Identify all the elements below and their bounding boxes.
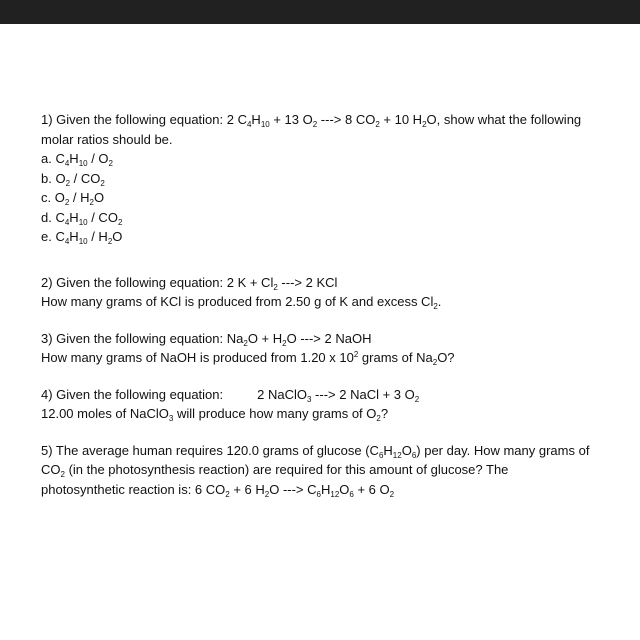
text-run: ---> 2 KCl — [277, 274, 338, 290]
subscript: 2 — [376, 414, 381, 423]
subscript: 2 — [108, 159, 113, 168]
question-line — [41, 292, 621, 312]
subscript: 2 — [375, 120, 380, 129]
worksheet-document — [41, 110, 621, 499]
subscript: 2 — [60, 470, 65, 479]
subscript: 6 — [349, 489, 354, 499]
text-run: . — [437, 294, 442, 309]
text-run: O? — [437, 350, 455, 365]
text-run: / CO — [87, 209, 118, 225]
text-run: e. C — [41, 229, 65, 244]
question-line — [41, 273, 621, 293]
subscript: 12 — [392, 450, 402, 460]
question-4 — [41, 385, 621, 424]
question-1 — [41, 110, 621, 247]
text-run: c. O — [41, 190, 65, 205]
text-run: b. O — [41, 170, 66, 186]
text-run: d. C — [41, 209, 65, 225]
text-run: O — [93, 190, 105, 205]
text-run: O, show what the following — [426, 112, 582, 127]
text-run: ) per day. How many grams of — [416, 442, 590, 458]
question-line — [41, 110, 621, 130]
question-line — [41, 404, 621, 424]
text-run: ---> 2 NaCl + 3 O — [311, 386, 415, 402]
subscript: 2 — [225, 489, 230, 499]
text-run: O — [339, 481, 350, 497]
text-run: / CO — [70, 170, 101, 186]
subscript: 4 — [246, 120, 252, 129]
subscript: 10 — [78, 217, 88, 227]
text-run: photosynthetic reaction is: 6 CO — [41, 481, 226, 497]
subscript: 2 — [312, 120, 318, 129]
text-run: + 13 O — [269, 112, 313, 127]
subscript: 10 — [78, 237, 88, 246]
spacer — [41, 312, 621, 329]
text-run: molar ratios should be. — [41, 131, 173, 147]
ratio-item — [41, 169, 621, 189]
subscript: 10 — [78, 159, 88, 168]
question-2 — [41, 273, 621, 312]
text-run: + 6 H — [229, 481, 265, 497]
question-line — [41, 480, 621, 500]
subscript: 2 — [89, 198, 94, 207]
text-run: (in the photosynthesis reaction) are required for this amount of glucose? The — [64, 462, 509, 477]
text-run: / O — [87, 151, 109, 166]
text-run: / H — [69, 190, 90, 205]
spacer — [41, 368, 621, 385]
ratio-item — [41, 149, 621, 169]
subscript: 3 — [306, 394, 312, 404]
text-run: + 10 H — [379, 112, 423, 127]
subscript: 4 — [64, 217, 70, 227]
text-run: How many grams of KCl is produced from 2.50 g of K and excess Cl — [41, 294, 434, 309]
text-run: H — [69, 151, 79, 166]
top-bar — [0, 0, 640, 24]
subscript: 2 — [273, 282, 278, 292]
text-run: O ---> C — [269, 481, 317, 497]
subscript: 2 — [117, 217, 123, 227]
text-run: grams of Na — [358, 350, 433, 365]
subscript: 3 — [168, 414, 174, 423]
subscript: 2 — [433, 302, 438, 311]
question-5 — [41, 441, 621, 500]
subscript: 2 — [100, 178, 105, 188]
text-run: a. C — [41, 151, 65, 166]
ratio-item — [41, 208, 621, 228]
question-3 — [41, 329, 621, 368]
text-run: 5) The average human requires 120.0 grams of glucose (C — [41, 442, 379, 458]
subscript: 2 — [107, 237, 113, 246]
text-run: 1) Given the following equation: 2 C — [41, 112, 247, 127]
text-run: ? — [380, 406, 389, 421]
text-run: H — [383, 442, 393, 458]
subscript: 12 — [330, 489, 340, 499]
text-run: How many grams of NaOH is produced from 1.20 x 10 — [41, 350, 354, 365]
text-run: + 6 O — [353, 481, 390, 497]
text-run: 12.00 moles of NaClO — [41, 406, 169, 421]
text-run: H — [69, 229, 79, 244]
subscript: 10 — [260, 120, 270, 129]
question-line — [41, 329, 621, 349]
text-run: O — [401, 442, 412, 458]
text-run: ---> 8 CO — [317, 112, 376, 127]
text-run: O + H — [247, 330, 283, 346]
subscript: 4 — [64, 237, 70, 246]
subscript: 6 — [316, 489, 321, 499]
text-run: 4) Given the following equation: — [41, 386, 224, 402]
subscript: 6 — [411, 450, 417, 460]
subscript: 2 — [389, 489, 395, 499]
text-run: H — [320, 481, 331, 497]
superscript: 2 — [353, 350, 359, 359]
subscript: 2 — [414, 394, 420, 404]
text-run: / H — [87, 229, 108, 244]
text-run: 2 NaClO — [257, 386, 307, 402]
ratio-item — [41, 188, 621, 208]
spacer — [41, 247, 621, 256]
subscript: 2 — [432, 358, 438, 367]
text-run: H — [69, 209, 79, 225]
question-line — [41, 441, 621, 461]
question-line — [41, 385, 621, 405]
subscript: 2 — [422, 120, 427, 129]
spacer — [41, 256, 621, 273]
subscript: 2 — [264, 489, 270, 499]
text-run: will produce how many grams of O — [173, 406, 377, 421]
subscript: 6 — [378, 450, 384, 460]
text-run: O — [112, 229, 123, 244]
subscript: 2 — [243, 338, 248, 348]
text-run: CO — [41, 462, 61, 477]
subscript: 2 — [64, 198, 70, 207]
text-run: 3) Given the following equation: Na — [41, 330, 244, 346]
text-run: O ---> 2 NaOH — [286, 330, 372, 346]
subscript: 4 — [64, 159, 70, 168]
subscript: 2 — [65, 178, 71, 188]
text-run: 2) Given the following equation: 2 K + Cl — [41, 274, 274, 290]
ratio-item — [41, 227, 621, 247]
spacer — [41, 424, 621, 441]
question-line — [41, 130, 621, 150]
question-line — [41, 460, 621, 480]
question-line — [41, 348, 621, 368]
subscript: 2 — [282, 338, 287, 348]
text-run: H — [251, 112, 261, 127]
